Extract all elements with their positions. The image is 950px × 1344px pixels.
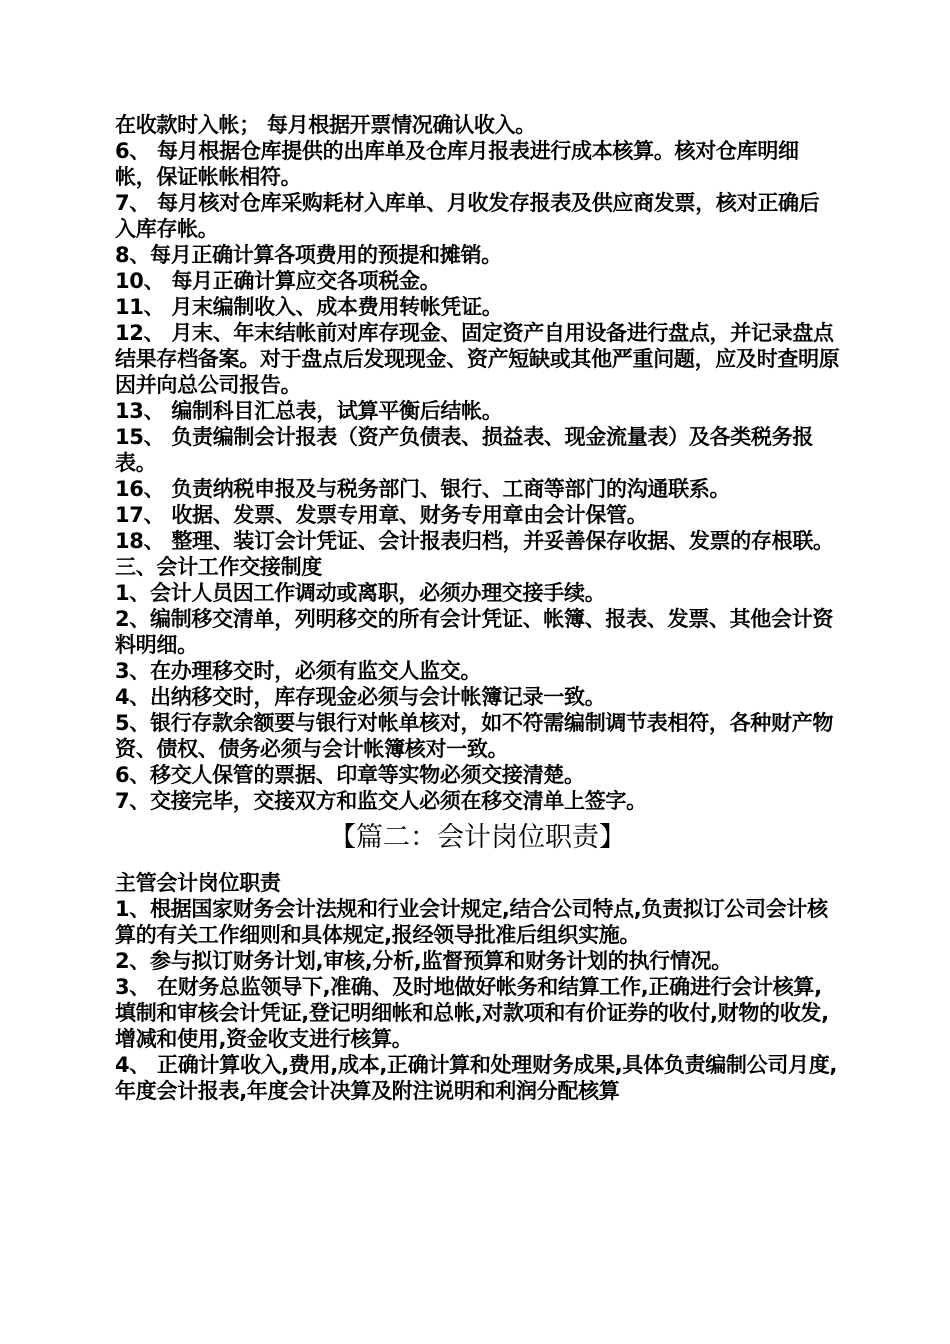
paragraph: 7、 每月核对仓库采购耗材入库单、月收发存报表及供应商发票，核对正确后入库存帐。 [115, 191, 820, 241]
section-subheading: 主管会计岗位职责 [115, 871, 281, 895]
paragraph: 2、参与拟订财务计划,审核,分析,监督预算和财务计划的执行情况。 [115, 949, 732, 973]
paragraph: 1、会计人员因工作调动或离职，必须办理交接手续。 [115, 581, 606, 605]
section-heading: 【篇二：会计岗位职责】 [329, 822, 626, 853]
paragraph: 6、 每月根据仓库提供的出库单及仓库月报表进行成本核算。核对仓库明细帐，保证帐帐相符。 [115, 139, 799, 189]
paragraph: 5、银行存款余额要与银行对帐单核对，如不符需编制调节表相符，各种财产物 [115, 711, 834, 735]
paragraph: 8、每月正确计算各项费用的预提和摊销。 [115, 243, 502, 267]
paragraph: 资、债权、债务必须与会计帐簿核对一致。 [115, 737, 509, 761]
paragraph: 1、根据国家财务会计法规和行业会计规定,结合公司特点,负责拟订公司会计核算的有关工作细则和具体规定,报经领导批准后组织实施。 [115, 897, 828, 947]
paragraph: 3、在办理移交时，必须有监交人监交。 [115, 659, 482, 683]
paragraph: 7、交接完毕，交接双方和监交人必须在移交清单上签字。 [115, 789, 647, 813]
paragraph: 18、 整理、装订会计凭证、会计报表归档，并妥善保存收据、发票的存根联。 [115, 529, 834, 553]
paragraph: 4、 正确计算收入,费用,成本,正确计算和处理财务成果,具体负责编制公司月度,年度会计报表,年度会计决算及附注说明和利润分配核算 [115, 1053, 838, 1103]
paragraph: 12、 月末、年末结帐前对库存现金、固定资产自用设备进行盘点，并记录盘点结果存档备案。对于盘点后发现现金、资产短缺或其他严重问题，应及时查明原因并向总公司报告。 [115, 321, 840, 397]
paragraph: 16、 负责纳税申报及与税务部门、银行、工商等部门的沟通联系。 [115, 477, 731, 501]
paragraph: 13、 编制科目汇总表，试算平衡后结帐。 [115, 399, 503, 423]
paragraph: 17、 收据、发票、发票专用章、财务专用章由会计保管。 [115, 503, 648, 527]
section-subheading: 三、会计工作交接制度 [115, 555, 322, 579]
document-page [115, 112, 840, 1104]
section-part1 [115, 112, 840, 814]
paragraph: 6、移交人保管的票据、印章等实物必须交接清楚。 [115, 763, 585, 787]
paragraph: 15、 负责编制会计报表（资产负债表、损益表、现金流量表）及各类税务报表。 [115, 425, 814, 475]
paragraph: 11、 月末编制收入、成本费用转帐凭证。 [115, 295, 503, 319]
section-part2 [115, 870, 840, 1104]
paragraph: 2、编制移交清单，列明移交的所有会计凭证、帐簿、报表、发票、其他会计资料明细。 [115, 607, 834, 657]
paragraph: 10、 每月正确计算应交各项税金。 [115, 269, 441, 293]
paragraph: 3、 在财务总监领导下,准确、及时地做好帐务和结算工作,正确进行会计核算,填制和审核会计凭证,登记明细帐和总帐,对款项和有价证券的收付,财物的收发,增减和使用,资金收支进行核算。 [115, 975, 829, 1051]
paragraph: 4、出纳移交时，库存现金必须与会计帐簿记录一致。 [115, 685, 606, 709]
paragraph: 在收款时入帐； 每月根据开票情况确认收入。 [115, 113, 537, 137]
